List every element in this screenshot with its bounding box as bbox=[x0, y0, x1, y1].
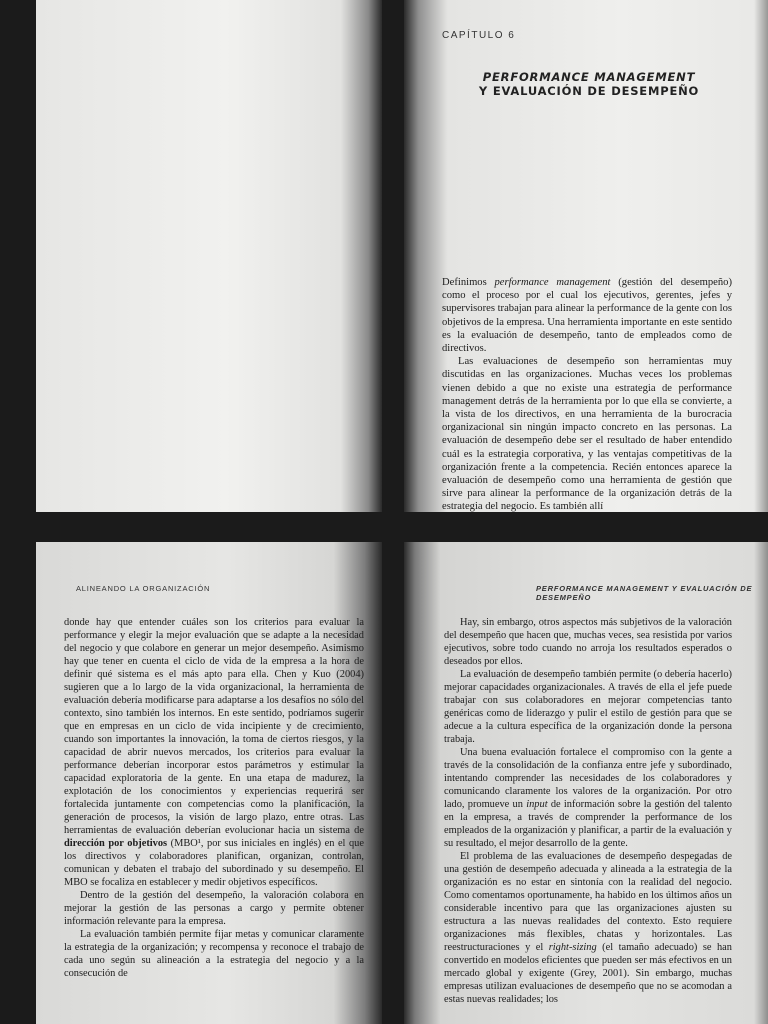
paragraph: La evaluación también permite fijar metas y comunicar claramente la estrategia de la organización; y recompensa y reconoce el trabajo de cada uno según su alineación a la estrategia del negocio y a la consecución de bbox=[64, 929, 364, 979]
top-right-page bbox=[404, 0, 768, 512]
paragraph: Dentro de la gestión del desempeño, la valoración colabora en mejorar la gestión de las personas a cargo y permite obtener información relevante para la empresa. bbox=[64, 890, 364, 927]
chapter-title bbox=[464, 70, 714, 98]
paragraph: Definimos performance management (gestión del desempeño) como el proceso por el cual los ejecutivos, gerentes, jefes y supervisores trabajan para alinear la performance de la gente con los objetivos de la empresa. Una herramienta importante en este sentido es la evaluación de desempeño, tanto de empleados como de directivos. bbox=[442, 277, 733, 355]
paragraph: Hay, sin embargo, otros aspectos más subjetivos de la valoración del desempeño que hacen que, muchas veces, sea resistida por varios ejecutivos, sobre todo cuando no arroja los resultados esperados o deseados por ellos. bbox=[444, 617, 732, 667]
bottom-right-page bbox=[404, 542, 768, 1024]
bottom-left-page bbox=[36, 542, 382, 1024]
chapter-title-line1: PERFORMANCE MANAGEMENT bbox=[482, 70, 696, 84]
top-right-body-text bbox=[442, 276, 732, 512]
paragraph: Las evaluaciones de desempeño son herramientas muy discutidas en las organizaciones. Muchas veces los problemas vienen debido a que no existe una estrategia de performance management detrás de la herramienta por lo que ella se convierte, a la vista de los directivos, en una herramienta de la burocracia organizacional sin ningún impacto concreto en las personas. La evaluación de desempeño debe ser el resultado de haber entendido cuál es la estrategia corporativa, y las ventajas competitivas de la organización frente a la competencia. Recién entonces aparece la evaluación de desempeño como una herramienta de gestión que sirve para alinear la performance de la organización detrás de la estrategia del negocio. Es también allí bbox=[442, 356, 732, 512]
paragraph: La evaluación de desempeño también permite (o debería hacerlo) mejorar capacidades organizacionales. A través de ella el jefe puede trabajar con sus colaboradores en mejorar competencias tanto genéricas como de liderazgo y pulir el estilo de gestión para que se adecue a la cultura específica de la organización donde la persona trabaja. bbox=[444, 669, 732, 745]
bottom-book-spread bbox=[0, 512, 768, 1024]
running-head-right: PERFORMANCE MANAGEMENT Y EVALUACIÓN DE DESEMPEÑO bbox=[536, 584, 753, 602]
running-head-left: ALINEANDO LA ORGANIZACIÓN bbox=[76, 584, 211, 593]
top-left-page-blank bbox=[36, 0, 382, 512]
paragraph: donde hay que entender cuáles son los criterios para evaluar la performance y elegir la mejor evaluación que se adapte a la necesidad del negocio y que colabore en generar un mejor desempeño. Asimismo hay que tener en cuenta el ciclo de vida de la empresa a la hora de definir qué sistema es el más apto para ella. Chen y Kuo (2004) sugieren que a lo largo de la vida organizacional, la herramienta de evaluación debería modificarse para adaptarse a los desafíos no sólo del contexto, sino también los internos. En este sentido, podríamos sugerir que en empresas en un ciclo de vida incipiente y de crecimiento, cuando son importantes la innovación, la toma de ciertos riesgos, y la capacidad de abrir nuevos mercados, los criterios para evaluar la performance deberían incorporar estos parámetros y estimular la capacidad exploratoria de la gente. En una etapa de madurez, la explotación de los conocimientos y experiencias requerirá ser fortalecida juntamente con competencias como la planificación, la generación de procesos, la visión de largo plazo, entre otras. Las herramientas de evaluación deberían evolucionar hacia un sistema de dirección por objetivos (MBO¹, por sus iniciales en inglés) en el que los directivos y colaboradores planifican, organizan, controlan, comunican y debaten el trabajo del subordinado y su desempeño. El MBO se focaliza en establecer y medir objetivos específicos. bbox=[64, 617, 364, 888]
chapter-label: CAPÍTULO 6 bbox=[442, 30, 516, 41]
chapter-title-line2: Y EVALUACIÓN DE DESEMPEÑO bbox=[478, 84, 700, 98]
bottom-right-body-text bbox=[444, 616, 732, 1006]
paragraph: El problema de las evaluaciones de desempeño despegadas de una gestión de desempeño adecuada y alineada a la estrategia de la organización es no estar en sintonía con la realidad del negocio. Como comentamos oportunamente, ha habido en los últimos años un considerable incentivo para que las organizaciones ajusten su estructura a las nuevas realidades del contexto. Esto requiere organizaciones más flexibles, chatas y horizontales. Las reestructuraciones y el right-sizing (el tamaño adecuado) se han convertido en modelos eficientes que pueden ser más efectivos en un mercado global y exigente (Grey, 2001). Sin embargo, muchas empresas utilizan evaluaciones de desempeño que no se acomodan a estas nuevas realidades; los bbox=[444, 851, 732, 1005]
bottom-left-body-text bbox=[64, 616, 364, 980]
paragraph: Una buena evaluación fortalece el compromiso con la gente a través de la consolidación de la confianza entre jefe y subordinado, intentando comprender las necesidades de los colaboradores y comunicando claramente los valores de la organización. Por otro lado, promueve un input de información sobre la gestión del talento en la empresa, a través de comprender la performance de los empleados de la organización y planificar, a partir de la evaluación y su resultado, el mejor desarrollo de la gente. bbox=[444, 747, 733, 849]
